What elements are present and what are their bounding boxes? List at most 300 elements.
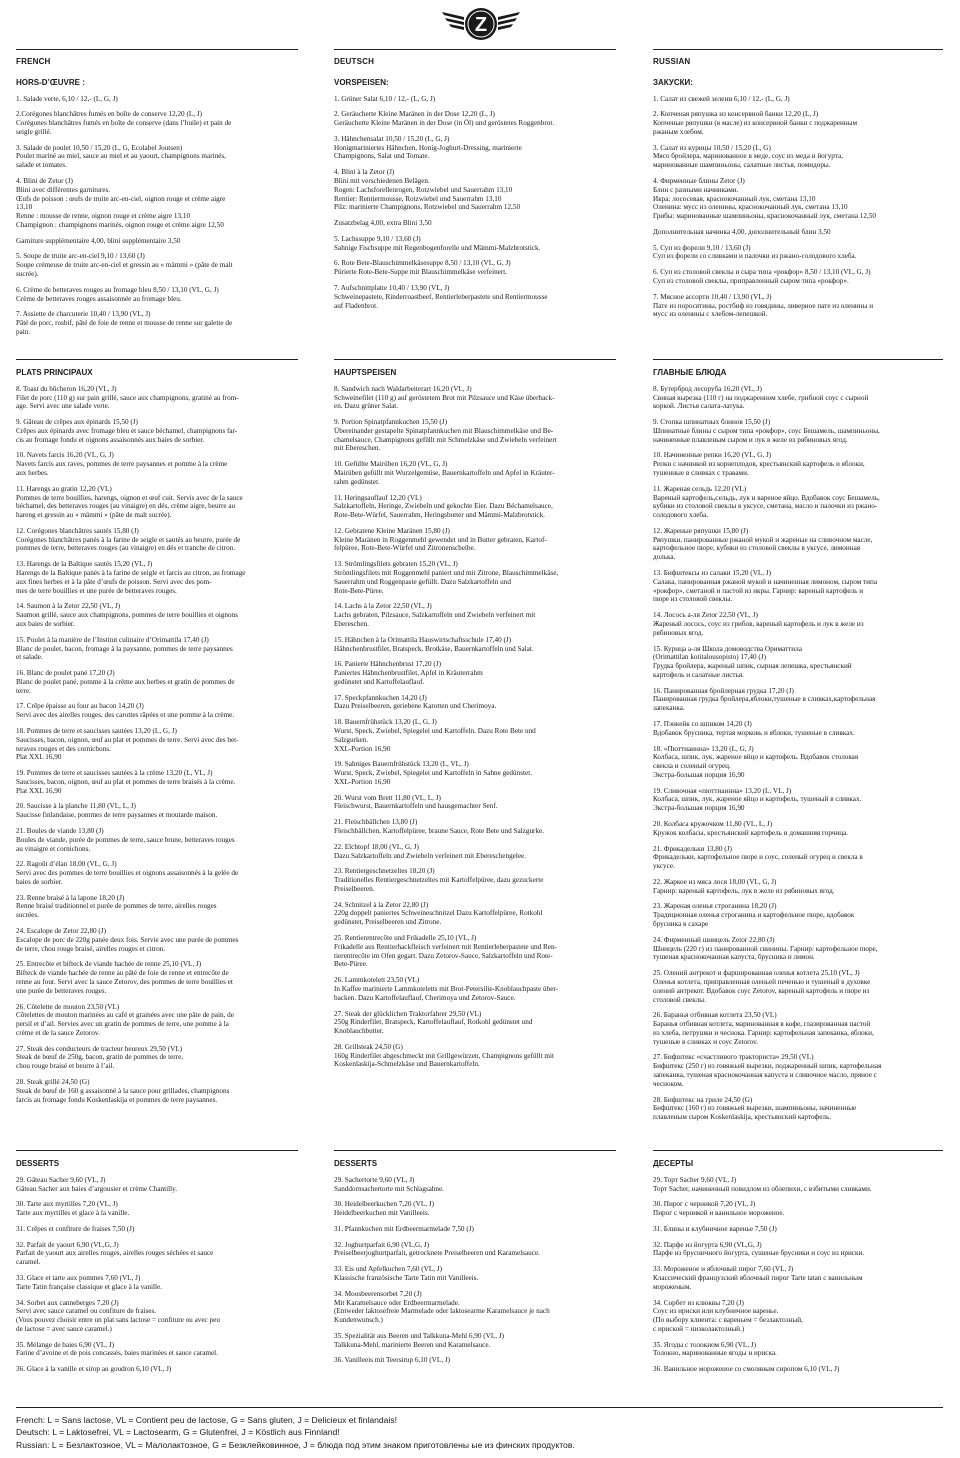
- menu-item-description: коркой. Листья салата-латука.: [653, 402, 745, 411]
- menu-item-title: 5. Soupe de truite arc-en-ciel 9,10 / 13,60 (J): [16, 252, 145, 261]
- menu-item-description: Wurst, Speck, Zwiebel, Spiegelei und Kartoffeln. Dazu Rote Bete und: [334, 726, 536, 735]
- menu-item: [334, 1010, 616, 1036]
- menu-item-title: 8. Toast du bûcheron 16,20 (VL, J): [16, 384, 117, 393]
- menu-item-description: de lactose = avec sauce caramel.): [16, 1324, 112, 1333]
- menu-item-title: 11. Heringsauflauf 12,20 (VL): [334, 493, 422, 502]
- menu-item-title: 14. Saumon à la Zetor 22,50 (VL, J): [16, 602, 121, 611]
- menu-item-description: Салака, панированная ржаной мукой и начиненная лимоном, сыром типа: [653, 577, 878, 586]
- menu-item-description: Steak de bœuf de 250g, bacon, gratin de pommes de terre,: [16, 1053, 184, 1062]
- menu-item-title: 17. Пэнкейк со шпиком 14,20 (J): [653, 719, 752, 728]
- menu-item: [16, 485, 298, 520]
- menu-item-description: запеканка, тушеная краснокочанная капуста и сливочное масло, пряное с: [653, 1070, 877, 1079]
- menu-item: [16, 1225, 298, 1234]
- menu-item: [16, 310, 298, 336]
- menu-item: [16, 286, 298, 304]
- menu-item: [653, 1200, 943, 1218]
- menu-item: [16, 802, 298, 820]
- menu-item-description: Saucisses, bacon, oignon, œuf au plat et pommes de terre braisés à la crème.: [16, 777, 236, 786]
- menu-item-description: Kundenwunsch.): [334, 1316, 383, 1325]
- menu-item: [334, 1356, 616, 1365]
- menu-item-title: 28. Grillsteak 24,50 (G): [334, 1042, 403, 1051]
- section-rule: [334, 49, 616, 50]
- menu-item-description: тушеные в сливках и соус Zetorov.: [653, 1037, 759, 1046]
- menu-item-description: felpüree, Rote-Bete-Würfel und Zitronenscheibe.: [334, 544, 476, 553]
- menu-item-description: Gâteau Sacher aux baies d’argousier et crème Chantilly.: [16, 1184, 178, 1193]
- menu-item-description: cis au fromage fondu et oignons assaisonnés aux baies de sorbier.: [16, 435, 205, 444]
- menu-item-title: 24. Escalope de Zetor 22,80 (J): [16, 927, 107, 936]
- menu-item-title: 12. Gebratene Kleine Maränen 15,80 (J): [334, 526, 450, 535]
- menu-item-description: Панированная грудка бройлера,яблоки,тушеные в сливках,картофельная: [653, 695, 876, 704]
- menu-item-description: свекла и соленый огурец.: [653, 762, 731, 771]
- section-heading: ДЕСЕРТЫ: [653, 1159, 694, 1168]
- menu-item: [653, 1365, 943, 1374]
- menu-item: [334, 527, 616, 553]
- menu-item-description: Blini avec différentes garnitures.: [16, 185, 111, 194]
- menu-item-description: Steak de bœuf de 160 g assaisonné à la sauce pour grillades, champignons: [16, 1086, 230, 1095]
- menu-item-title: 26. Lammkotelett 23,50 (VL): [334, 976, 420, 985]
- menu-item-description: Hähnchenbrustfilet, Bratspeck, Brotkäse, Bauernkartoffeln und Salat.: [334, 644, 534, 653]
- menu-item-description: Sahnige Fischsuppe mit Regenbogenforelle und Mämmi-Malzbrotstick.: [334, 243, 541, 252]
- menu-item-description: Honigmariniertes Hähnchen, Honig-Joghurt-Dressing, marinierte: [334, 143, 522, 152]
- menu-item-title: 2.Corégones blanchâtres fumés en boîte de conserve 12,20 (L, J): [16, 110, 203, 119]
- menu-item-description: aux herbes.: [16, 469, 49, 477]
- menu-item-title: Garniture supplémentaire 4,00, blini supplémentaire 3,50: [16, 236, 181, 245]
- menu-item-title: 13. Harengs de la Baltique sautés 15,20 (VL, J): [16, 560, 153, 569]
- menu-item-description: Жареный лосось, соус из грибов, вареный картофель и лук в желе из: [653, 619, 864, 628]
- menu-section: [653, 368, 943, 1129]
- menu-item-description: et salade.: [16, 653, 43, 662]
- menu-item: [334, 976, 616, 1002]
- menu-item-description: aux fines herbes et à la pâte d’œufs de poisson. Servi avec des pom-: [16, 577, 212, 586]
- menu-item-title: 15. Hähnchen à la Orimattila Hauswirtschaftsschule 17,40 (J): [334, 635, 512, 644]
- menu-item-description: олений антрекот. Вдобавок соус Zetorov, вареный картофель и пюре из: [653, 986, 870, 995]
- menu-item-description: Blini mit verschiedenen Belägen.: [334, 176, 430, 185]
- menu-item-description: Mairüben gefüllt mit Wurzelgemüse, Bauernkartoffeln und Apfel in Kräuter-: [334, 469, 555, 477]
- menu-item: [334, 1176, 616, 1194]
- menu-item-description: рябиновых ягод.: [653, 628, 704, 637]
- language-heading: FRENCH: [16, 57, 51, 66]
- menu-item-description: Мясо бройлера, маринованное в меде, соус из меда и йогурта,: [653, 152, 844, 161]
- menu-item-description: seigle grillé.: [16, 127, 52, 136]
- menu-item-description: столовой свеклы.: [653, 995, 706, 1004]
- menu-item-description: Corégones blanchâtres panés à la farine de seigle et sautés au beurre, purée de: [16, 535, 241, 544]
- menu-item: [653, 936, 943, 962]
- menu-item-title: 5. Lachssuppe 9,10 / 13,60 (J): [334, 234, 421, 243]
- menu-item-title: 26. Баранья отбивная котлета 23,50 (VL): [653, 1011, 777, 1020]
- menu-item: [334, 794, 616, 812]
- menu-item-description: Servi avec des pommes de terre bouillies et oignons assaisonnés à la gelée de: [16, 869, 239, 878]
- menu-item-description: Navets farcis aux raves, pommes de terre paysannes et pomme à la crème: [16, 460, 228, 469]
- menu-item-title: 29. Gâteau Sacher 9,60 (VL, J): [16, 1175, 106, 1184]
- menu-item-title: 9. Portion Spinatpfannkuchen 15,50 (J): [334, 418, 447, 427]
- menu-item-description: Оленья котлета, приправленная оленьей печенью и тушеный в духовке: [653, 977, 871, 986]
- menu-item: [334, 1265, 616, 1283]
- menu-item-title: 22. Elchtopf 18,00 (VL, G, J): [334, 842, 419, 851]
- menu-item: [16, 702, 298, 720]
- menu-item-description: (Orimattilan kotitalousopisto) 17,40 (J): [653, 653, 766, 662]
- menu-item-description: Crème de betteraves rouges assaisonnée au fromage bleu.: [16, 294, 182, 303]
- menu-item-description: Salzgurken.: [334, 735, 369, 744]
- menu-item: [653, 177, 943, 221]
- menu-item-description: Суп из форели со сливками и палочки из ржано-солодового хлеба.: [653, 252, 857, 261]
- menu-item-title: 33. Glace et tarte aux pommes 7,60 (VL, J): [16, 1274, 141, 1282]
- menu-item-description: Копченые ряпушки (в масле) из консервной банки с поджаренным: [653, 119, 858, 128]
- menu-item-description: Tarte aux myrtilles et glace à la vanille.: [16, 1209, 130, 1218]
- menu-item-description: Pâté de porc, rosbif, pâté de foie de renne et mousse de renne sur galette de: [16, 319, 233, 328]
- menu-item-description: Plat XXL 16,90: [16, 786, 62, 795]
- section-heading: DESSERTS: [16, 1159, 60, 1168]
- menu-item-title: 23. Rentiergeschnetzeltes 18,20 (J): [334, 867, 435, 876]
- menu-item-description: запеканка.: [653, 704, 685, 713]
- menu-item-description: sucrée).: [16, 270, 39, 278]
- menu-item-title: 12. Жареные ряпушки 15,80 (J): [653, 526, 749, 535]
- menu-item: [334, 636, 616, 654]
- menu-item: [334, 1290, 616, 1325]
- menu-item-description: уксусе.: [653, 862, 675, 871]
- menu-item: [653, 1341, 943, 1359]
- menu-item: [334, 560, 616, 595]
- menu-item-title: 28. Steak grillé 24,50 (G): [16, 1077, 90, 1086]
- menu-item-title: 4. Blini de Zetor (J): [16, 176, 73, 185]
- menu-item-description: Escalope de porc de 220g panée deux fois. Servie avec une purée de pommes: [16, 935, 239, 944]
- menu-item-description: Fleischbällchen, Kartoffelpüree, braune Sauce, Rote Bete und Salzgurke.: [334, 827, 545, 835]
- menu-item-title: 1. Grüner Salat 6,10 / 12,- (L, G, J): [334, 94, 436, 103]
- menu-item: [16, 636, 298, 662]
- menu-item: [334, 660, 616, 686]
- menu-item-description: Blanc de poulet pané, pomme à la crème aux herbes et gratin de pommes de: [16, 677, 235, 686]
- menu-item-description: Кружок колбасы, крестьянский картофель и домашняя горчица.: [653, 828, 849, 837]
- menu-item-description: Poulet mariné au miel, sauce au miel et au yaourt, champignons marinés,: [16, 152, 226, 161]
- menu-item-description: Lachs gebraten, Pilzsauce, Salzkartoffeln und Zwiebeln verfeinert mit: [334, 611, 536, 620]
- menu-item-description: Renne braisé traditionnel et purée de pommes de terre, airelles rouges: [16, 902, 217, 911]
- menu-item-title: 29. Торт Sacher 9,60 (VL, J): [653, 1175, 737, 1184]
- menu-item-description: Saucisses, bacon, oignon, œuf au plat et pommes de terre. Servi avec des bet-: [16, 735, 239, 744]
- menu-item-description: Колбаса, шпик, лук, жареное яйцо и картофель, тушеный в сливках.: [653, 795, 862, 804]
- menu-item-description: Суп из столовой свеклы, приправленный сыром типа «рокфор».: [653, 277, 849, 285]
- menu-item: [334, 418, 616, 453]
- menu-item-title: 24. Фирменный шницель Zetor 22,80 (J): [653, 935, 775, 944]
- menu-item-description: Пирог с черникой и ванильное мороженое.: [653, 1209, 785, 1218]
- menu-item-description: Традиционная оленья строганина и картофельное пюре, вдобавок: [653, 911, 855, 920]
- menu-item: [334, 460, 616, 486]
- menu-item-title: 23. Жареная оленья строганина 18,20 (J): [653, 902, 777, 911]
- menu-item-title: 36. Ванильное мороженое со смоляным сиропом 6,10 (VL, J): [653, 1365, 840, 1374]
- menu-item-description: Колбаса, шпик, лук, жареное яйцо и картофель. Вдобавок столовая: [653, 753, 859, 762]
- menu-item-title: 14. Лосось а-ля Zetor 22,50 (VL, J): [653, 611, 758, 620]
- menu-item-title: 30. Heidelbeerkuchen 7,20 (VL, J): [334, 1200, 434, 1209]
- menu-item: [653, 569, 943, 604]
- menu-item-title: 21. Boules de viande 13,80 (J): [16, 827, 104, 835]
- menu-item-title: 20. Колбаса кружочком 11,80 (VL, L, J): [653, 820, 773, 828]
- menu-item-title: 23. Renne braisé à la lapone 18,20 (J): [16, 893, 125, 902]
- menu-item-description: chamelsauce, Champignons gefüllt mit Schmelzkäse und Zwiebeln verfeinert: [334, 435, 557, 444]
- menu-item-description: Strömlingsfilets mit Roggenmehl paniert und mit Zitrone, Blauschimmelkäse,: [334, 569, 559, 578]
- menu-item: [16, 385, 298, 411]
- menu-item-title: 19. Pommes de terre et saucisses sautées à la crème 13,20 (L, VL, J): [16, 769, 213, 778]
- menu-item-description: 13,10: [16, 203, 33, 212]
- menu-item-title: 10. Gefüllte Mairüben 16,20 (VL, G, J): [334, 460, 448, 469]
- menu-item-description: Heidelbeerkuchen mit Vanilleeis.: [334, 1209, 430, 1218]
- menu-section: [653, 57, 943, 326]
- menu-item-description: au vinaigre et cornichons.: [16, 844, 91, 853]
- menu-item-title: 31. Блины и клубничное варенье 7,50 (J): [653, 1224, 777, 1233]
- menu-item-title: 28. Бифштекс на гриле 24,50 (G): [653, 1095, 753, 1104]
- menu-item-description: Bifteck de viande hachée de renne au pâté de foie de renne et entrecôte de: [16, 969, 229, 978]
- menu-item-title: 31. Crêpes et confiture de fraises 7,50 (J): [16, 1224, 135, 1233]
- menu-item-title: 6. Rote Bete-Blauschimmelkäsesuppe 8,50 / 13,10 (VL, G, J): [334, 259, 511, 268]
- menu-item: [334, 219, 616, 228]
- menu-item-title: 34. Сорбет из клюквы 7,20 (J): [653, 1298, 744, 1307]
- right-wing-icon: [498, 12, 520, 30]
- menu-item-description: Гарнир: вареный картофель, лук в желе из рябиновых ягод.: [653, 886, 835, 895]
- menu-item-description: In Kaffee marinierte Lammkoteletts mit Brot-Petersilie-Knoblauchpaste über-: [334, 984, 559, 993]
- menu-item-description: с ириской = низколактозный.): [653, 1324, 745, 1333]
- menu-item-description: Boules de viande, purée de pommes de terre, sauce brune, betteraves rouges: [16, 835, 235, 844]
- menu-item: [653, 527, 943, 562]
- menu-item-title: 17. Speckpfannkuchen 14,20 (J): [334, 693, 427, 702]
- menu-item-description: hareng et gressin au « mämmi » (pâte de malt sucrée).: [16, 511, 172, 520]
- menu-item-description: Sauerrahm und Roggenpaste gefüllt. Dazu Salzkartoffeln und: [334, 577, 511, 586]
- menu-item: [653, 418, 943, 444]
- menu-item: [16, 894, 298, 920]
- menu-item-description: Ряпушки, панированные ржаной мукой и жареные на сливочном масле,: [653, 535, 873, 544]
- menu-item-description: Wurst, Speck, Zwiebel, Spiegelei und Kartoffeln in Sahne gedünstet.: [334, 769, 532, 778]
- menu-item-description: Preiselbeerjoghurtparfait, getrocknete Preiselbeeren und Karamelsauce.: [334, 1249, 540, 1258]
- menu-item-description: une purée de betteraves rouges.: [16, 986, 107, 995]
- section-heading: VORSPEISEN:: [334, 77, 389, 87]
- menu-item-description: Farine d’avoine et de pois concassés, baies marinées et sauce caramel.: [16, 1349, 218, 1358]
- menu-section: [334, 1159, 616, 1372]
- menu-item-title: 27. Бифштекс «счастливого тракториста» 29,50 (VL): [653, 1053, 814, 1062]
- menu-item-description: долька.: [653, 553, 676, 562]
- menu-item-title: 32. Парфе из йогурта 6,90 (VL,G, J): [653, 1240, 762, 1249]
- menu-item-title: 19. Sahniges Bauernfrühstück 13,20 (L, VL, J): [334, 760, 469, 769]
- menu-item: [653, 385, 943, 411]
- menu-item-title: 27. Steak der glücklichen Traktorfahrer 29,50 (VL): [334, 1009, 482, 1018]
- menu-item-description: aux baies de sorbier.: [16, 619, 75, 628]
- menu-item-title: 13. Strömlingsfilets gebraten 15,20 (VL, J): [334, 560, 458, 569]
- zetor-logo: [440, 4, 522, 44]
- menu-item-description: sucrées.: [16, 911, 39, 920]
- menu-item-description: caramel.: [16, 1258, 41, 1267]
- menu-item-description: Soupe crémeuse de truite arc-en-ciel et gressin au « mämmi » (pâte de malt: [16, 261, 233, 270]
- menu-item-title: 32. Joghurtparfait 6,90 (VL,G, J): [334, 1240, 430, 1249]
- menu-item: [334, 385, 616, 411]
- menu-item-description: teraves rouges et des cornichons.: [16, 744, 111, 753]
- menu-item-description: crème et de la sauce Zetorov.: [16, 1028, 100, 1037]
- menu-item: [653, 95, 943, 104]
- menu-item-description: Sanddornsachertorte mit Schlagsahne.: [334, 1184, 444, 1193]
- menu-item-description: кубики из столовой свеклы в уксусе, сметана, масло и палочки из ржано-: [653, 502, 878, 511]
- menu-item-description: age. Servi avec une salade verte.: [16, 402, 110, 411]
- menu-item-description: XXL-Portion 16,90: [334, 744, 391, 753]
- menu-item: [16, 1078, 298, 1104]
- menu-item-description: Dazu Preiselbeeren, geriebene Karotten und Cherimoya.: [334, 702, 497, 711]
- menu-item-description: Баранья отбивная котлета, маринованная в кофе, глазированная пастой: [653, 1020, 871, 1029]
- menu-item-description: gedünstet und Kartoffelauflauf.: [334, 677, 425, 686]
- menu-item: [16, 177, 298, 230]
- menu-item-description: Geräucherte Kleine Maränen in der Dose (in Öl) und geröstetes Roggenbrot.: [334, 119, 555, 128]
- menu-item-description: XXL-Portion 16,90: [334, 777, 391, 786]
- menu-item: [334, 95, 616, 104]
- menu-item-title: 4. Фирменные блины Zetor (J): [653, 176, 745, 185]
- menu-item-description: Tarte Tatin française classique et glace à la vanille.: [16, 1282, 162, 1291]
- menu-item: [334, 718, 616, 753]
- menu-item-description: мусс из оленины с хлебом-лепешкой.: [653, 310, 768, 319]
- menu-item: [16, 669, 298, 695]
- menu-item-description: Торт Sacher, начиненный повидлом из облепихи, с взбитыми сливками.: [653, 1184, 872, 1193]
- menu-item: [653, 611, 943, 637]
- menu-item-description: Paniertes Hähnchenbrustfilet, Apfel in Kräuterrahm: [334, 669, 483, 678]
- menu-section: [334, 57, 616, 317]
- menu-item-title: 35. Spezialität aus Beeren und Talkkuna-Mehl 6,90 (VL, J): [334, 1331, 505, 1340]
- menu-item-title: 35. Ягоды с толокном 6,90 (VL, J): [653, 1340, 756, 1349]
- menu-item: [334, 1241, 616, 1259]
- menu-item: [16, 1365, 298, 1374]
- menu-item-description: Koskenlaskija-Schmelzkäse und Bauernkartoffeln.: [334, 1060, 480, 1069]
- menu-item-description: Парфе из брусничного йогурта, сушеные брусники и соус из ириски.: [653, 1249, 865, 1258]
- menu-item-description: Blanc de poulet, bacon, fromage à la paysanne, pommes de terre paysannes: [16, 644, 233, 653]
- menu-item-description: 250g Rinderfilet, Bratspeck, Kartoffelauflauf, Rotkohl gedünstet und: [334, 1018, 533, 1027]
- menu-item-title: 13. Бифштексы из салаки 15,20 (VL, J): [653, 569, 772, 578]
- menu-item-description: mit Ebereschen.: [334, 444, 381, 453]
- menu-item: [334, 602, 616, 628]
- menu-item-description: Preiselbeeren.: [334, 884, 375, 893]
- menu-item-description: мороженым.: [653, 1282, 692, 1291]
- menu-item-description: farcis au fromage fondu Koskenlaskija et pommes de terre paysannes.: [16, 1095, 218, 1104]
- menu-item-description: картофельное пюре, кубики из столовой свеклы в уксусе, лимонная: [653, 544, 861, 553]
- menu-item-title: 18. Pommes de terre et saucisses sautées 13,20 (L, G, J): [16, 726, 177, 735]
- menu-item: [653, 451, 943, 477]
- menu-section: [16, 368, 298, 1111]
- menu-item-description: Côtelettes de mouton marinées au café et grainées avec une pâte de pain, de: [16, 1011, 234, 1020]
- section-rule: [653, 1150, 943, 1151]
- menu-item-title: 15. Курица а-ля Школа домоводства Ориматтила: [653, 644, 802, 653]
- menu-item: [653, 745, 943, 780]
- menu-item-description: из хлеба, петрушки и чеснока. Гарнир: картофельная запеканка, яблоки,: [653, 1028, 874, 1037]
- menu-item-title: 10. Navets farcis 16,20 (VL, G, J): [16, 451, 114, 460]
- menu-item-title: 18. «Пюттиаинна» 13,20 (L, G, J): [653, 744, 754, 753]
- menu-item-description: брусника в сахаре: [653, 920, 709, 929]
- menu-item-description: Harengs de la Baltique panés à la farine de seigle et farcis au citron, au fromage: [16, 569, 246, 578]
- menu-item-description: Mit Karamelsauce oder Erdbeermarmelade.: [334, 1298, 460, 1307]
- menu-item-title: 8. Бутерброд лесоруба 16,20 (VL, J): [653, 384, 762, 393]
- section-heading: DESSERTS: [334, 1159, 378, 1168]
- menu-item-description: солодового хлеба.: [653, 511, 709, 520]
- menu-item-title: 4. Blini à la Zetor (J): [334, 168, 395, 177]
- menu-item-description: Rogen: Lachsforellenrogen, Rotzwiebel und Sauerrahm 13,10: [334, 185, 513, 194]
- menu-item-description: Фрикадельки, картофельное пюре и соус, соленый огурец и свекла в: [653, 853, 863, 862]
- menu-item-title: 35. Mélange de baies 6,90 (VL, J): [16, 1340, 115, 1349]
- menu-item-description: Fleischwurst, Bauernkartoffeln und hausgemachter Senf.: [334, 802, 498, 811]
- menu-item-description: Champignons, Salat und Tomate.: [334, 152, 430, 161]
- menu-item: [653, 1265, 943, 1291]
- menu-item: [653, 787, 943, 813]
- language-heading: DEUTSCH: [334, 57, 375, 66]
- menu-section: [16, 1159, 298, 1381]
- menu-item-title: 3. Салат из курицы 10,50 / 15,20 (L, G): [653, 143, 771, 152]
- menu-item-description: Frikadelle aus Rentierhackfleisch verfeinert mit Rentierleberpastete und Ren-: [334, 942, 557, 951]
- menu-item: [334, 494, 616, 520]
- menu-item: [653, 820, 943, 838]
- menu-item-description: gedünstet, Preiselbeeren und Zitrone.: [334, 918, 442, 927]
- menu-item-description: Traditionelles Rentiergeschnetzeltes mit Kartoffelpüree, dazu gezuckerte: [334, 876, 544, 885]
- menu-item-description: картофель и салатные листья.: [653, 670, 744, 679]
- menu-item-title: 7. Assiette de charcuterie 10,40 / 13,90 (VL, J): [16, 310, 151, 319]
- menu-item: [16, 602, 298, 628]
- language-heading: RUSSIAN: [653, 57, 691, 66]
- menu-item-description: Servi avec sauce caramel ou confiture de fraises.: [16, 1307, 157, 1316]
- section-rule: [16, 49, 298, 50]
- menu-item: [653, 1011, 943, 1046]
- menu-section: [653, 1159, 943, 1381]
- menu-item-description: Servi avec des airelles rouges, des carottes râpées et une pomme à la crème.: [16, 711, 235, 720]
- menu-item-title: 10. Начиненные репки 16,20 (VL, G, J): [653, 451, 772, 460]
- menu-item: [653, 845, 943, 871]
- menu-item-description: Экстра-большая порция 16,90: [653, 770, 745, 779]
- menu-item-title: 30. Пирог с черникой 7,20 (VL, J): [653, 1200, 756, 1209]
- menu-item-description: Kleine Maränen in Roggenmehl gewendet und in Butter gebraten, Kartof-: [334, 535, 547, 544]
- legend-french: French: L = Sans lactose, VL = Contient peu de lactose, G = Sans gluten, J = Delicieux et finlandais!: [16, 1415, 398, 1425]
- menu-item-title: 20. Wurst vom Brett 11,80 (VL, L, J): [334, 793, 441, 802]
- menu-item-title: 14. Lachs à la Zetor 22,50 (VL, J): [334, 602, 432, 611]
- menu-item-title: 11. Harengs au gratin 12,20 (VL): [16, 484, 112, 493]
- menu-item: [653, 268, 943, 286]
- menu-item: [653, 687, 943, 713]
- menu-item-title: 2. Копченая ряпушка из консервной банки 12,20 (L, J): [653, 110, 819, 119]
- menu-item-description: terre.: [16, 686, 31, 695]
- menu-item-description: Свиная вырезка (110 г) на поджаренном хлебе, грибной соус с сырной: [653, 393, 869, 402]
- menu-item: [334, 1043, 616, 1069]
- menu-item: [653, 1225, 943, 1234]
- menu-item-title: 9. Стопка шпинатных блинов 15,50 (J): [653, 418, 771, 427]
- menu-item-description: auf Fladenbrot.: [334, 301, 378, 310]
- menu-item-description: Schweinepastete, Rinderroastbeef, Rentierleberpastete und Rentiermousse: [334, 292, 548, 301]
- menu-item-description: Грибы: маринованные шампиньоны, краснокочанный лук, сметана 12,50: [653, 212, 876, 221]
- menu-item-title: 3. Salade de poulet 10,50 / 15,20 (L, G, Ecolabel Joutsen): [16, 143, 183, 152]
- menu-item-description: Бифштекс (250 г) из говяжьей вырезки, поджаренный шпик, картофельная: [653, 1062, 882, 1071]
- menu-item-description: Corégones blanchâtres fumés en boîte de conserve (dans l’huile) et pain de: [16, 119, 232, 128]
- menu-item: [334, 867, 616, 893]
- menu-item: [653, 969, 943, 1004]
- menu-item-description: 160g Rinderfilet abgeschmeckt mit Grillgewürzen, Champignons gefüllt mit: [334, 1051, 554, 1060]
- menu-item-title: 36. Glace à la vanille et sirop au goudron 6,10 (VL, J): [16, 1365, 172, 1374]
- menu-item: [653, 1299, 943, 1334]
- menu-item: [16, 1241, 298, 1267]
- menu-item-description: маринованные шампиньоны, салатные листья, помидоры.: [653, 161, 831, 170]
- menu-item: [653, 1241, 943, 1259]
- menu-item: [16, 418, 298, 444]
- menu-item-title: 17. Crêpe épaisse au four au bacon 14,20 (J): [16, 702, 144, 711]
- menu-item: [334, 843, 616, 861]
- menu-item-title: 19. Сливочная «пюттиаинна» 13,20 (L, VL, J): [653, 786, 792, 795]
- menu-item: [653, 878, 943, 896]
- menu-item: [334, 934, 616, 969]
- menu-item-description: Saumon grillé, sauce aux champignons, pommes de terre bouillies et oignons: [16, 611, 238, 620]
- menu-item-title: 7. Мясное ассорти 10,40 / 13,90 (VL, J): [653, 292, 772, 301]
- menu-item: [653, 293, 943, 319]
- section-rule: [334, 1150, 616, 1151]
- section-rule: [16, 359, 298, 360]
- menu-item-title: 34. Moosbeerensorbet 7,20 (J): [334, 1289, 422, 1298]
- menu-item: [16, 1341, 298, 1359]
- menu-item: [334, 259, 616, 277]
- section-heading: HORS-D’ŒUVRE :: [16, 77, 85, 87]
- menu-item-title: 24. Schnitzel à la Zetor 22,80 (J): [334, 900, 429, 909]
- menu-item-description: Вареный картофель,сельдь, лук и вареное яйцо. Вдобавок соус Бешамель,: [653, 493, 880, 502]
- menu-item: [334, 694, 616, 712]
- menu-item-description: Соус из ириски или клубничное варенье.: [653, 1307, 779, 1316]
